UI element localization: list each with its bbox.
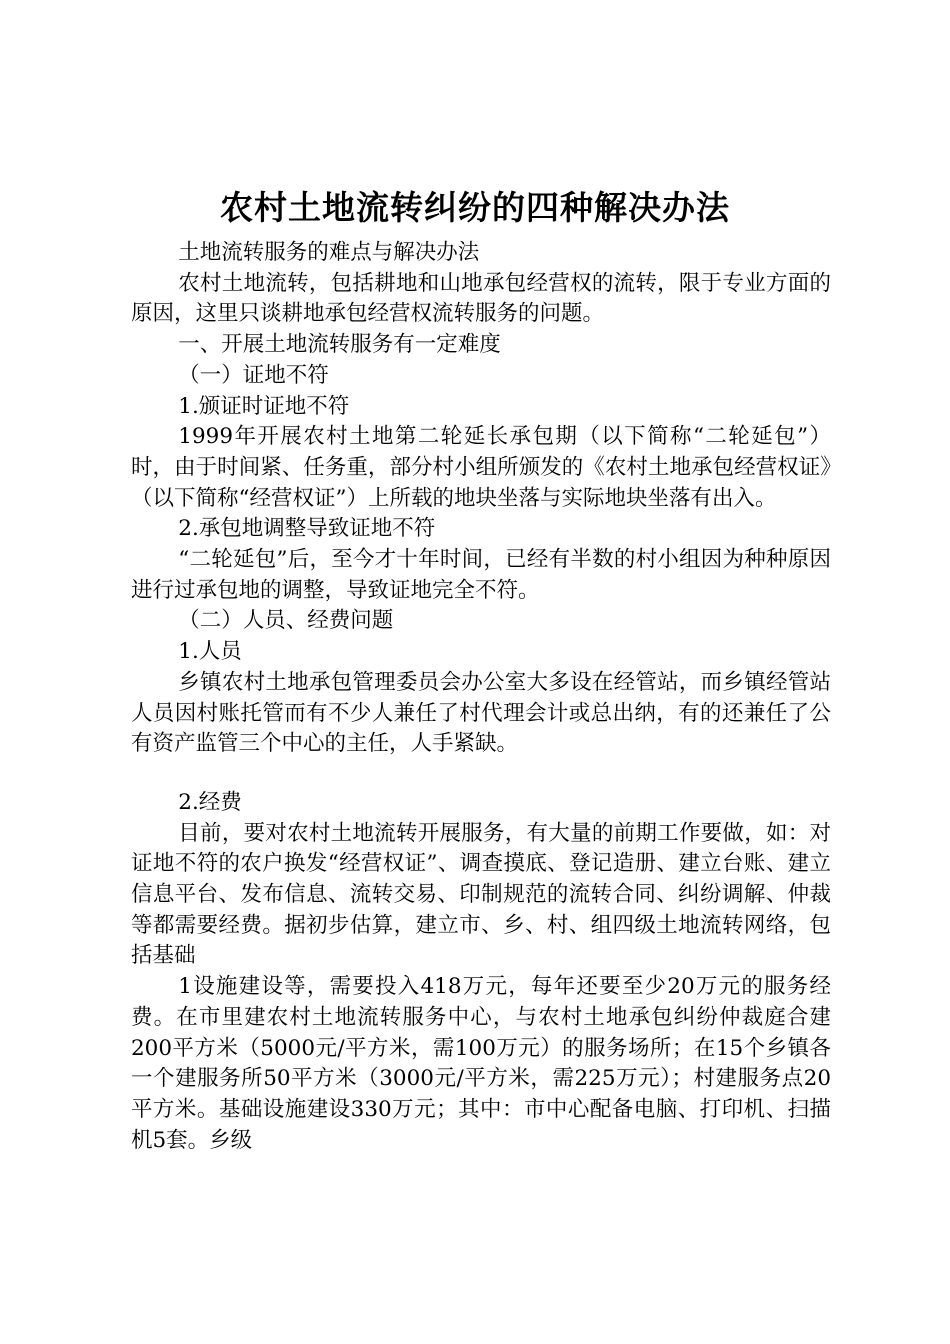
- subsection-heading: （一）证地不符: [178, 362, 329, 388]
- document-body: [131, 238, 831, 1156]
- item-heading: 2.承包地调整导致证地不符: [178, 516, 436, 542]
- section-heading: 一、开展土地流转服务有一定难度: [178, 332, 501, 358]
- item-heading: 1.颁证时证地不符: [178, 393, 350, 419]
- document-title: 农村土地流转纠纷的四种解决办法: [220, 188, 730, 227]
- paragraph: “二轮延包”后，至今才十年时间，已经有半数的村小组因为种种原因进行过承包地的调整，导致证地完全不符。: [131, 547, 831, 603]
- item-heading: 2.经费: [178, 789, 242, 815]
- paragraph: 乡镇农村土地承包管理委员会办公室大多设在经管站，而乡镇经管站人员因村账托管而有不少人兼任了村代理会计或总出纳，有的还兼任了公有资产监管三个中心的主任，人手紧缺。: [131, 669, 831, 757]
- paragraph: 土地流转服务的难点与解决办法: [178, 240, 480, 265]
- paragraph: 目前，要对农村土地流转开展服务，有大量的前期工作要做，如：对证地不符的农户换发“经营权证”、调查摸底、登记造册、建立台账、建立信息平台、发布信息、流转交易、印制规范的流转合同、纠纷调解、仲裁等都需要经费。据初步估算，建立市、乡、村、组四级土地流转网络，包括基础: [131, 820, 831, 969]
- subsection-heading: （二）人员、经费问题: [178, 608, 394, 634]
- paragraph: 1999年开展农村土地第二轮延长承包期（以下简称“二轮延包”）时，由于时间紧、任务重，部分村小组所颁发的《农村土地承包经营权证》（以下简称“经营权证”）上所载的地块坐落与实际地块坐落有出入。: [131, 424, 831, 511]
- item-heading: 1.人员: [178, 639, 242, 665]
- paragraph: 1设施建设等，需要投入418万元，每年还要至少20万元的服务经费。在市里建农村土地流转服务中心，与农村土地承包纠纷仲裁庭合建200平方米（5000元/平方米，需100万元）的服务场所；在15个乡镇各一个建服务所50平方米（3000元/平方米，需225万元）；村建服务点20平方米。基础设施建设330万元；其中：市中心配备电脑、打印机、扫描机5套。乡级: [131, 974, 831, 1153]
- paragraph: 农村土地流转，包括耕地和山地承包经营权的流转，限于专业方面的原因，这里只谈耕地承包经营权流转服务的问题。: [131, 270, 831, 327]
- paragraph-gap: [131, 760, 831, 788]
